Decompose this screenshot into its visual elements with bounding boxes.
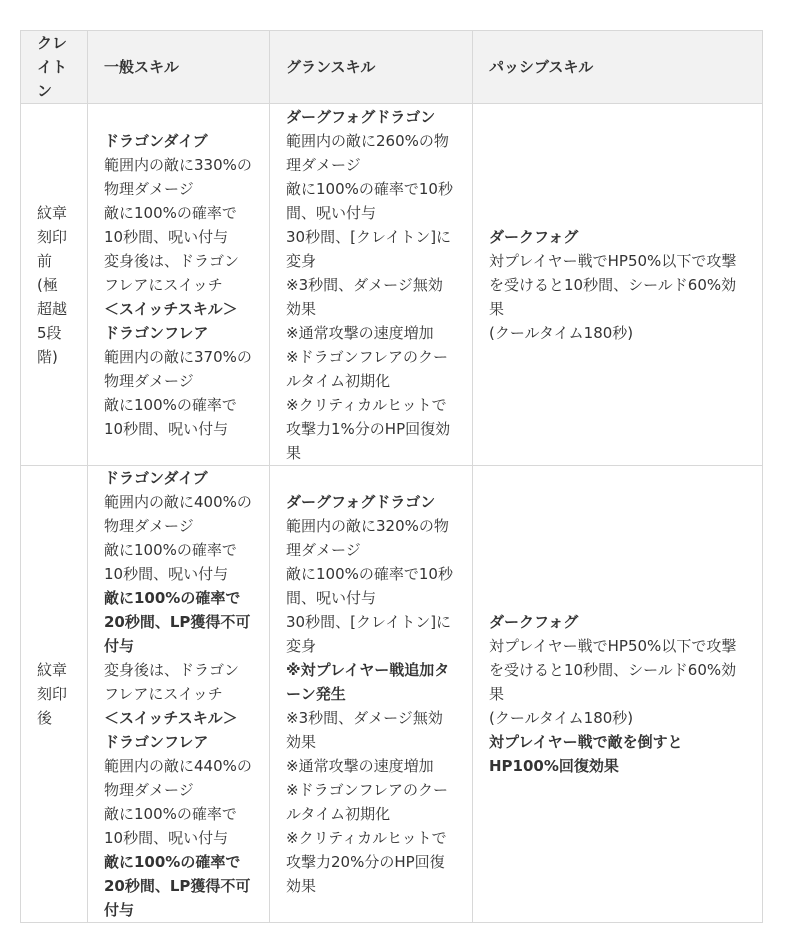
skill-line: ※通常攻撃の速度増加 [286,323,434,342]
skill-line: 対プレイヤー戦でHP50%以下で攻撃を受けると10秒間、シールド60%効果 [489,637,737,703]
header-normal-skill: 一般スキル [88,31,270,104]
skill-line-bold: ダーグフォグドラゴン [286,107,436,126]
skill-line: 対プレイヤー戦でHP50%以下で攻撃を受けると10秒間、シールド60%効果 [489,251,737,318]
skill-line-bold: ダークフォグ [489,613,579,631]
skill-line: 範囲内の敵に400%の物理ダメージ [104,493,252,535]
skill-line: 30秒間、[クレイトン]に変身 [286,227,452,270]
normal-skill-cell [88,104,270,466]
skill-line: 30秒間、[クレイトン]に変身 [286,613,452,655]
skill-line: 範囲内の敵に320%の物理ダメージ [286,517,449,559]
skill-line-bold: ＜スイッチスキル＞ [104,299,238,318]
skill-line: 敵に100%の確率で10秒間、呪い付与 [104,395,237,438]
skill-line: 敵に100%の確率で10秒間、呪い付与 [104,541,237,583]
grand-skill-cell [270,104,473,466]
skill-line: (クールタイム180秒) [489,323,634,342]
header-passive-skill: パッシブスキル [473,31,763,104]
normal-skill-cell [88,466,270,923]
skill-line: ※通常攻撃の速度増加 [286,757,434,775]
skill-line: 敵に100%の確率で10秒間、呪い付与 [104,203,237,246]
skill-line: 範囲内の敵に370%の物理ダメージ [104,347,252,390]
skill-line-bold: 対プレイヤー戦で敵を倒すとHP100%回復効果 [489,733,683,775]
skill-line-bold: ※対プレイヤー戦追加ターン発生 [286,661,450,703]
skill-line-bold: ダーグフォグドラゴン [286,493,436,511]
skill-line: ※3秒間、ダメージ無効効果 [286,709,443,751]
skill-line: 変身後は、ドラゴンフレアにスイッチ [104,251,240,294]
skill-line: (クールタイム180秒) [489,709,634,727]
grand-skill-cell [270,466,473,923]
skill-line: ※3秒間、ダメージ無効効果 [286,275,443,318]
skill-line: 範囲内の敵に260%の物理ダメージ [286,131,449,174]
skill-line-bold: 敵に100%の確率で20秒間、LP獲得不可付与 [104,589,251,655]
table-row [21,104,763,466]
skill-line: 敵に100%の確率で10秒間、呪い付与 [104,805,237,847]
skill-line-bold: ダークフォグ [489,227,579,246]
skill-line: ※ドラゴンフレアのクールタイム初期化 [286,781,448,823]
creiton-cell: 紋章刻印前(極超越5段階) [21,104,88,466]
skill-line: ※クリティカルヒットで攻撃力1%分のHP回復効果 [286,395,451,462]
skill-line: ※ドラゴンフレアのクールタイム初期化 [286,347,448,390]
skill-line-bold: ＜スイッチスキル＞ [104,709,238,727]
header-grand-skill: グランスキル [270,31,473,104]
header-row [21,31,763,104]
skill-line-bold: ドラゴンダイブ [104,131,208,150]
table-row [21,466,763,923]
skill-line: 変身後は、ドラゴンフレアにスイッチ [104,661,240,703]
skill-line: 範囲内の敵に330%の物理ダメージ [104,155,252,198]
skill-table [20,30,763,923]
passive-skill-cell [473,104,763,466]
skill-line-bold: ドラゴンダイブ [104,469,208,487]
skill-line: 敵に100%の確率で10秒間、呪い付与 [286,565,453,607]
skill-line: ※クリティカルヒットで攻撃力20%分のHP回復効果 [286,829,447,895]
passive-skill-cell [473,466,763,923]
skill-line-bold: ドラゴンフレア [104,733,209,751]
creiton-cell: 紋章刻印後 [21,466,88,923]
skill-line: 敵に100%の確率で10秒間、呪い付与 [286,179,453,222]
skill-line: 範囲内の敵に440%の物理ダメージ [104,757,252,799]
skill-line-bold: ドラゴンフレア [104,323,209,342]
skill-line-bold: 敵に100%の確率で20秒間、LP獲得不可付与 [104,853,251,919]
header-creiton: クレイトン [21,31,88,104]
